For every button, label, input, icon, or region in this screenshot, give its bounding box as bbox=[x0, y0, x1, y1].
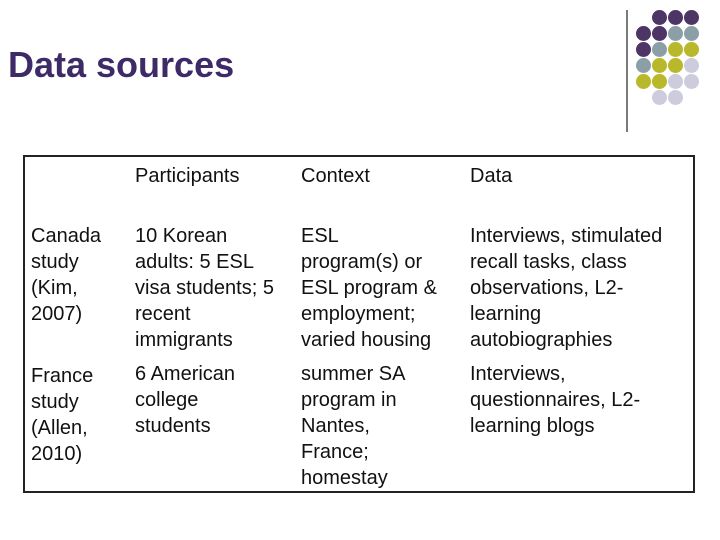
decorative-dot bbox=[652, 58, 667, 73]
decorative-dot bbox=[668, 10, 683, 25]
decorative-dot bbox=[652, 74, 667, 89]
header-context: Context bbox=[301, 165, 370, 187]
decorative-dot bbox=[652, 90, 667, 105]
row-france-data: Interviews, questionnaires, L2- learning blogs bbox=[470, 363, 641, 437]
decorative-dot bbox=[684, 42, 699, 57]
slide-title: Data sources bbox=[8, 44, 235, 85]
row-france-context: summer SA program in Nantes, France; homestay bbox=[301, 363, 406, 489]
row-france-study: France study (Allen, 2010) bbox=[31, 365, 94, 465]
decorative-dot bbox=[668, 90, 683, 105]
decorative-dot bbox=[684, 58, 699, 73]
decorative-dot bbox=[652, 42, 667, 57]
decorative-dot bbox=[636, 42, 651, 57]
decorative-dot bbox=[668, 42, 683, 57]
decorative-dot bbox=[684, 26, 699, 41]
decorative-divider bbox=[626, 10, 628, 132]
header-participants: Participants bbox=[135, 165, 240, 187]
decorative-dot bbox=[684, 74, 699, 89]
decorative-dot bbox=[652, 10, 667, 25]
header-data: Data bbox=[470, 165, 513, 187]
decorative-dot bbox=[668, 74, 683, 89]
decorative-dot bbox=[636, 58, 651, 73]
decorative-dot bbox=[668, 26, 683, 41]
row-canada-context: ESL program(s) or ESL program & employment; varied housing bbox=[301, 225, 437, 351]
decorative-dot bbox=[636, 74, 651, 89]
data-sources-table bbox=[23, 155, 695, 493]
decorative-dot bbox=[636, 26, 651, 41]
decorative-dot bbox=[684, 10, 699, 25]
decorative-dot bbox=[668, 58, 683, 73]
row-canada-participants: 10 Korean adults: 5 ESL visa students; 5 recent immigrants bbox=[135, 225, 274, 351]
row-canada-study: Canada study (Kim, 2007) bbox=[31, 225, 102, 325]
row-france-participants: 6 American college students bbox=[135, 363, 236, 437]
row-canada-data: Interviews, stimulated recall tasks, class observations, L2- learning autobiographies bbox=[470, 225, 663, 351]
decorative-dot bbox=[652, 26, 667, 41]
